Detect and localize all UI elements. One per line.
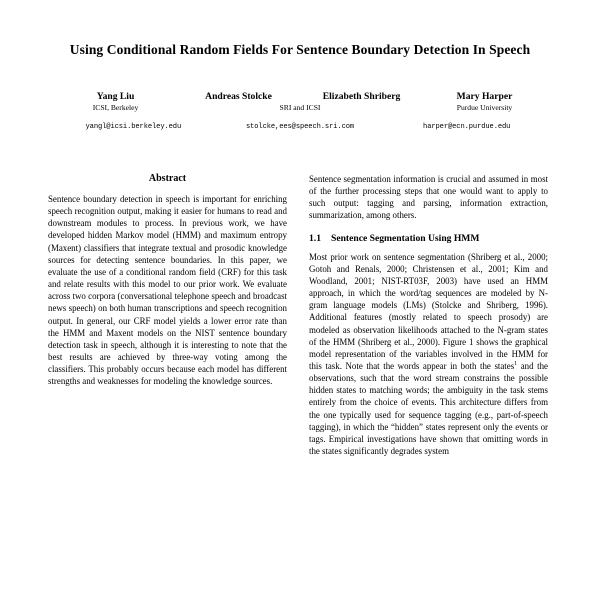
author-email[interactable]: harper@ecn.purdue.edu — [423, 122, 511, 131]
author-entry — [300, 90, 423, 104]
author-email[interactable]: yangl@icsi.berkeley.edu — [85, 122, 182, 131]
page-title: Using Conditional Random Fields For Sentence Boundary Detection In Speech — [69, 42, 531, 57]
affiliation-right: Purdue University — [456, 102, 513, 112]
body-columns — [48, 173, 552, 463]
author-entry — [54, 90, 177, 104]
section-title: Sentence Segmentation Using HMM — [331, 232, 480, 244]
intro-paragraph-1: Sentence segmentation information is crucial and assumed in most of the further processing steps that one would want to apply to such output: tagging and parsing, information extraction, summarization, among others. — [309, 173, 548, 221]
section-heading-1-1 — [309, 233, 548, 244]
intro-paragraph-2 — [309, 251, 548, 458]
author-entry — [423, 90, 546, 104]
author-email[interactable]: stolcke,ees@speech.sri.com — [245, 122, 355, 131]
affiliation-left: ICSI, Berkeley — [92, 102, 139, 112]
author-list — [48, 90, 552, 104]
footnote-marker: 1 — [514, 361, 518, 368]
author-entry — [177, 90, 300, 104]
affiliation-row — [48, 103, 552, 112]
author-name: Yang Liu — [96, 90, 135, 102]
abstract-heading: Abstract — [148, 172, 187, 184]
abstract-text: Sentence boundary detection in speech is important for enriching speech recognition output, making it easier for humans to read and downstream modules to process. In previous work, we have developed hidden Markov model (HMM) and maximum entropy (Maxent) classifiers that integrate textual and prosodic knowledge sources for detecting sentence boundaries. In this paper, we evaluate the use of a conditional random field (CRF) for this task and relate results with this model to our prior work. We evaluate across two corpora (conversational telephone speech and broadcast news speech) on both human transcriptions and speech recognition output. In general, our CRF model yields a lower error rate than the HMM and Maxent models on the NIST sentence boundary detection task in speech, although it is interesting to note that the best results are achieved by three-way voting among the classifiers. This probably occurs because each model has different strengths and weaknesses for modeling the knowledge sources. — [48, 193, 287, 387]
right-column — [309, 173, 548, 463]
intro-paragraph-2-part-a: Most prior work on sentence segmentation (Shriberg et al., 2000; Gotoh and Renals, 2000; Christensen et al., 2001; Kim and Woodland, 2001; NIST-RT03F, 2003) have used an HMM approach, in which the word/tag sequences are modeled by N-gram language models (LMs) (Stolcke and Shriberg, 1996). Additional features (mostly related to speech prosody) are modeled as observation likelihoods attached to the N-gram states of the HMM (Shriberg et al., 2000). Figure 1 shows the graphical model representation of the variables involved in the HMM for this task. Note that the words appear in both the states — [309, 251, 548, 371]
left-column — [48, 173, 287, 463]
affiliation-middle: SRI and ICSI — [279, 102, 321, 112]
intro-paragraph-2-part-b: and the observations, such that the word stream constrains the possible hidden states to matching words; the ambiguity in the task stems entirely from the choice of events. This architecture differs from the one typically used for sequence tagging (e.g., part-of-speech tagging), in which the “hidden” states represent only the events or tags. Empirical investigations have shown that omitting words in the states significantly degrades system — [309, 360, 548, 457]
author-name: Elizabeth Shriberg — [322, 90, 401, 102]
author-name: Mary Harper — [456, 90, 513, 102]
section-number: 1.1 — [309, 232, 321, 244]
email-row — [48, 123, 552, 131]
author-name: Andreas Stolcke — [205, 90, 272, 102]
